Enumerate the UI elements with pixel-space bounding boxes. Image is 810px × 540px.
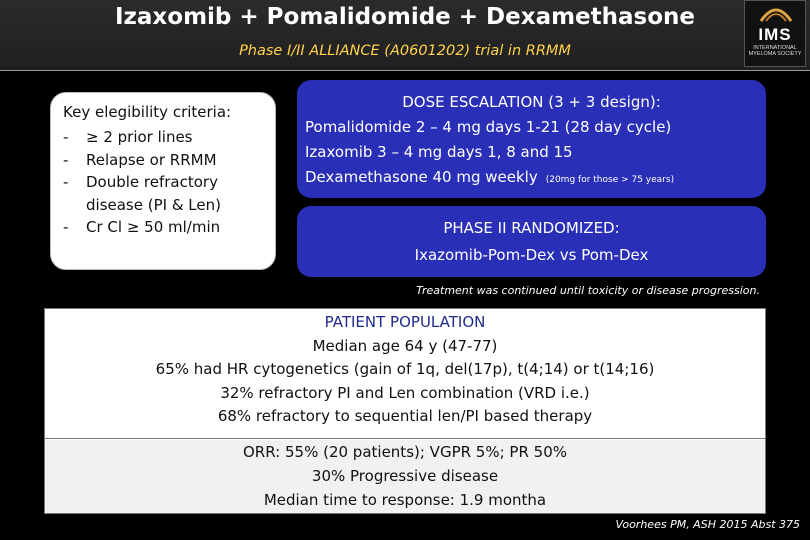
slide-header xyxy=(0,0,810,71)
slide-title: Izaxomib + Pomalidomide + Dexamethasone xyxy=(114,4,696,30)
ims-logo xyxy=(744,0,806,67)
dose-age-note: (20mg for those > 75 years) xyxy=(545,175,675,185)
criteria-item: - Cr Cl ≥ 50 ml/min xyxy=(63,216,271,239)
eligibility-criteria-box xyxy=(50,92,276,270)
dose-line-izaxomib: Izaxomib 3 – 4 mg days 1, 8 and 15 xyxy=(305,143,573,161)
population-line: 32% refractory PI and Len combination (VRD i.e.) xyxy=(220,383,590,402)
citation: Voorhees PM, ASH 2015 Abst 375 xyxy=(615,518,800,531)
population-line: Median age 64 y (47-77) xyxy=(312,336,498,355)
dose-line-dexamethasone xyxy=(305,165,674,193)
dose-heading: DOSE ESCALATION (3 + 3 design): xyxy=(402,93,661,111)
slide-subtitle: Phase I/II ALLIANCE (A0601202) trial in RRMM xyxy=(239,43,571,59)
dose-lines xyxy=(305,115,674,193)
treatment-note: Treatment was continued until toxicity or disease progression. xyxy=(416,284,760,297)
criteria-heading: Key elegibility criteria: xyxy=(63,103,232,121)
criteria-item: - ≥ 2 prior lines xyxy=(63,126,271,149)
phase-2-heading: PHASE II RANDOMIZED: xyxy=(443,219,620,237)
dose-escalation-box xyxy=(297,80,766,198)
population-heading: PATIENT POPULATION xyxy=(324,313,486,331)
phase-2-arms: Ixazomib-Pom-Dex vs Pom-Dex xyxy=(414,246,649,264)
result-line: ORR: 55% (20 patients); VGPR 5%; PR 50% xyxy=(242,443,567,461)
population-line: 65% had HR cytogenetics (gain of 1q, del(17p), t(4;14) or t(14;16) xyxy=(155,360,655,378)
result-line: Median time to response: 1.9 montha xyxy=(263,491,547,509)
phase-2-box xyxy=(297,206,766,277)
criteria-item: - Double refractory disease (PI & Len) xyxy=(63,171,271,216)
population-line: 68% refractory to sequential len/PI based therapy xyxy=(217,407,593,425)
criteria-list xyxy=(63,126,271,239)
results-section xyxy=(45,440,765,513)
logo-name: IMS xyxy=(758,25,792,44)
population-divider xyxy=(45,438,765,439)
dose-line-pomalidomide: Pomalidomide 2 – 4 mg days 1-21 (28 day cycle) xyxy=(305,118,672,136)
dose-line-dexamethasone-text: Dexamethasone 40 mg weekly xyxy=(305,168,538,186)
patient-population-box xyxy=(44,308,766,514)
logo-text: INTERNATIONAL MYELOMA SOCIETY xyxy=(748,45,802,57)
population-section xyxy=(45,309,765,437)
result-line: 30% Progressive disease xyxy=(311,467,499,485)
criteria-item: - Relapse or RRMM xyxy=(63,149,271,172)
logo-swirl-icon xyxy=(757,3,795,25)
